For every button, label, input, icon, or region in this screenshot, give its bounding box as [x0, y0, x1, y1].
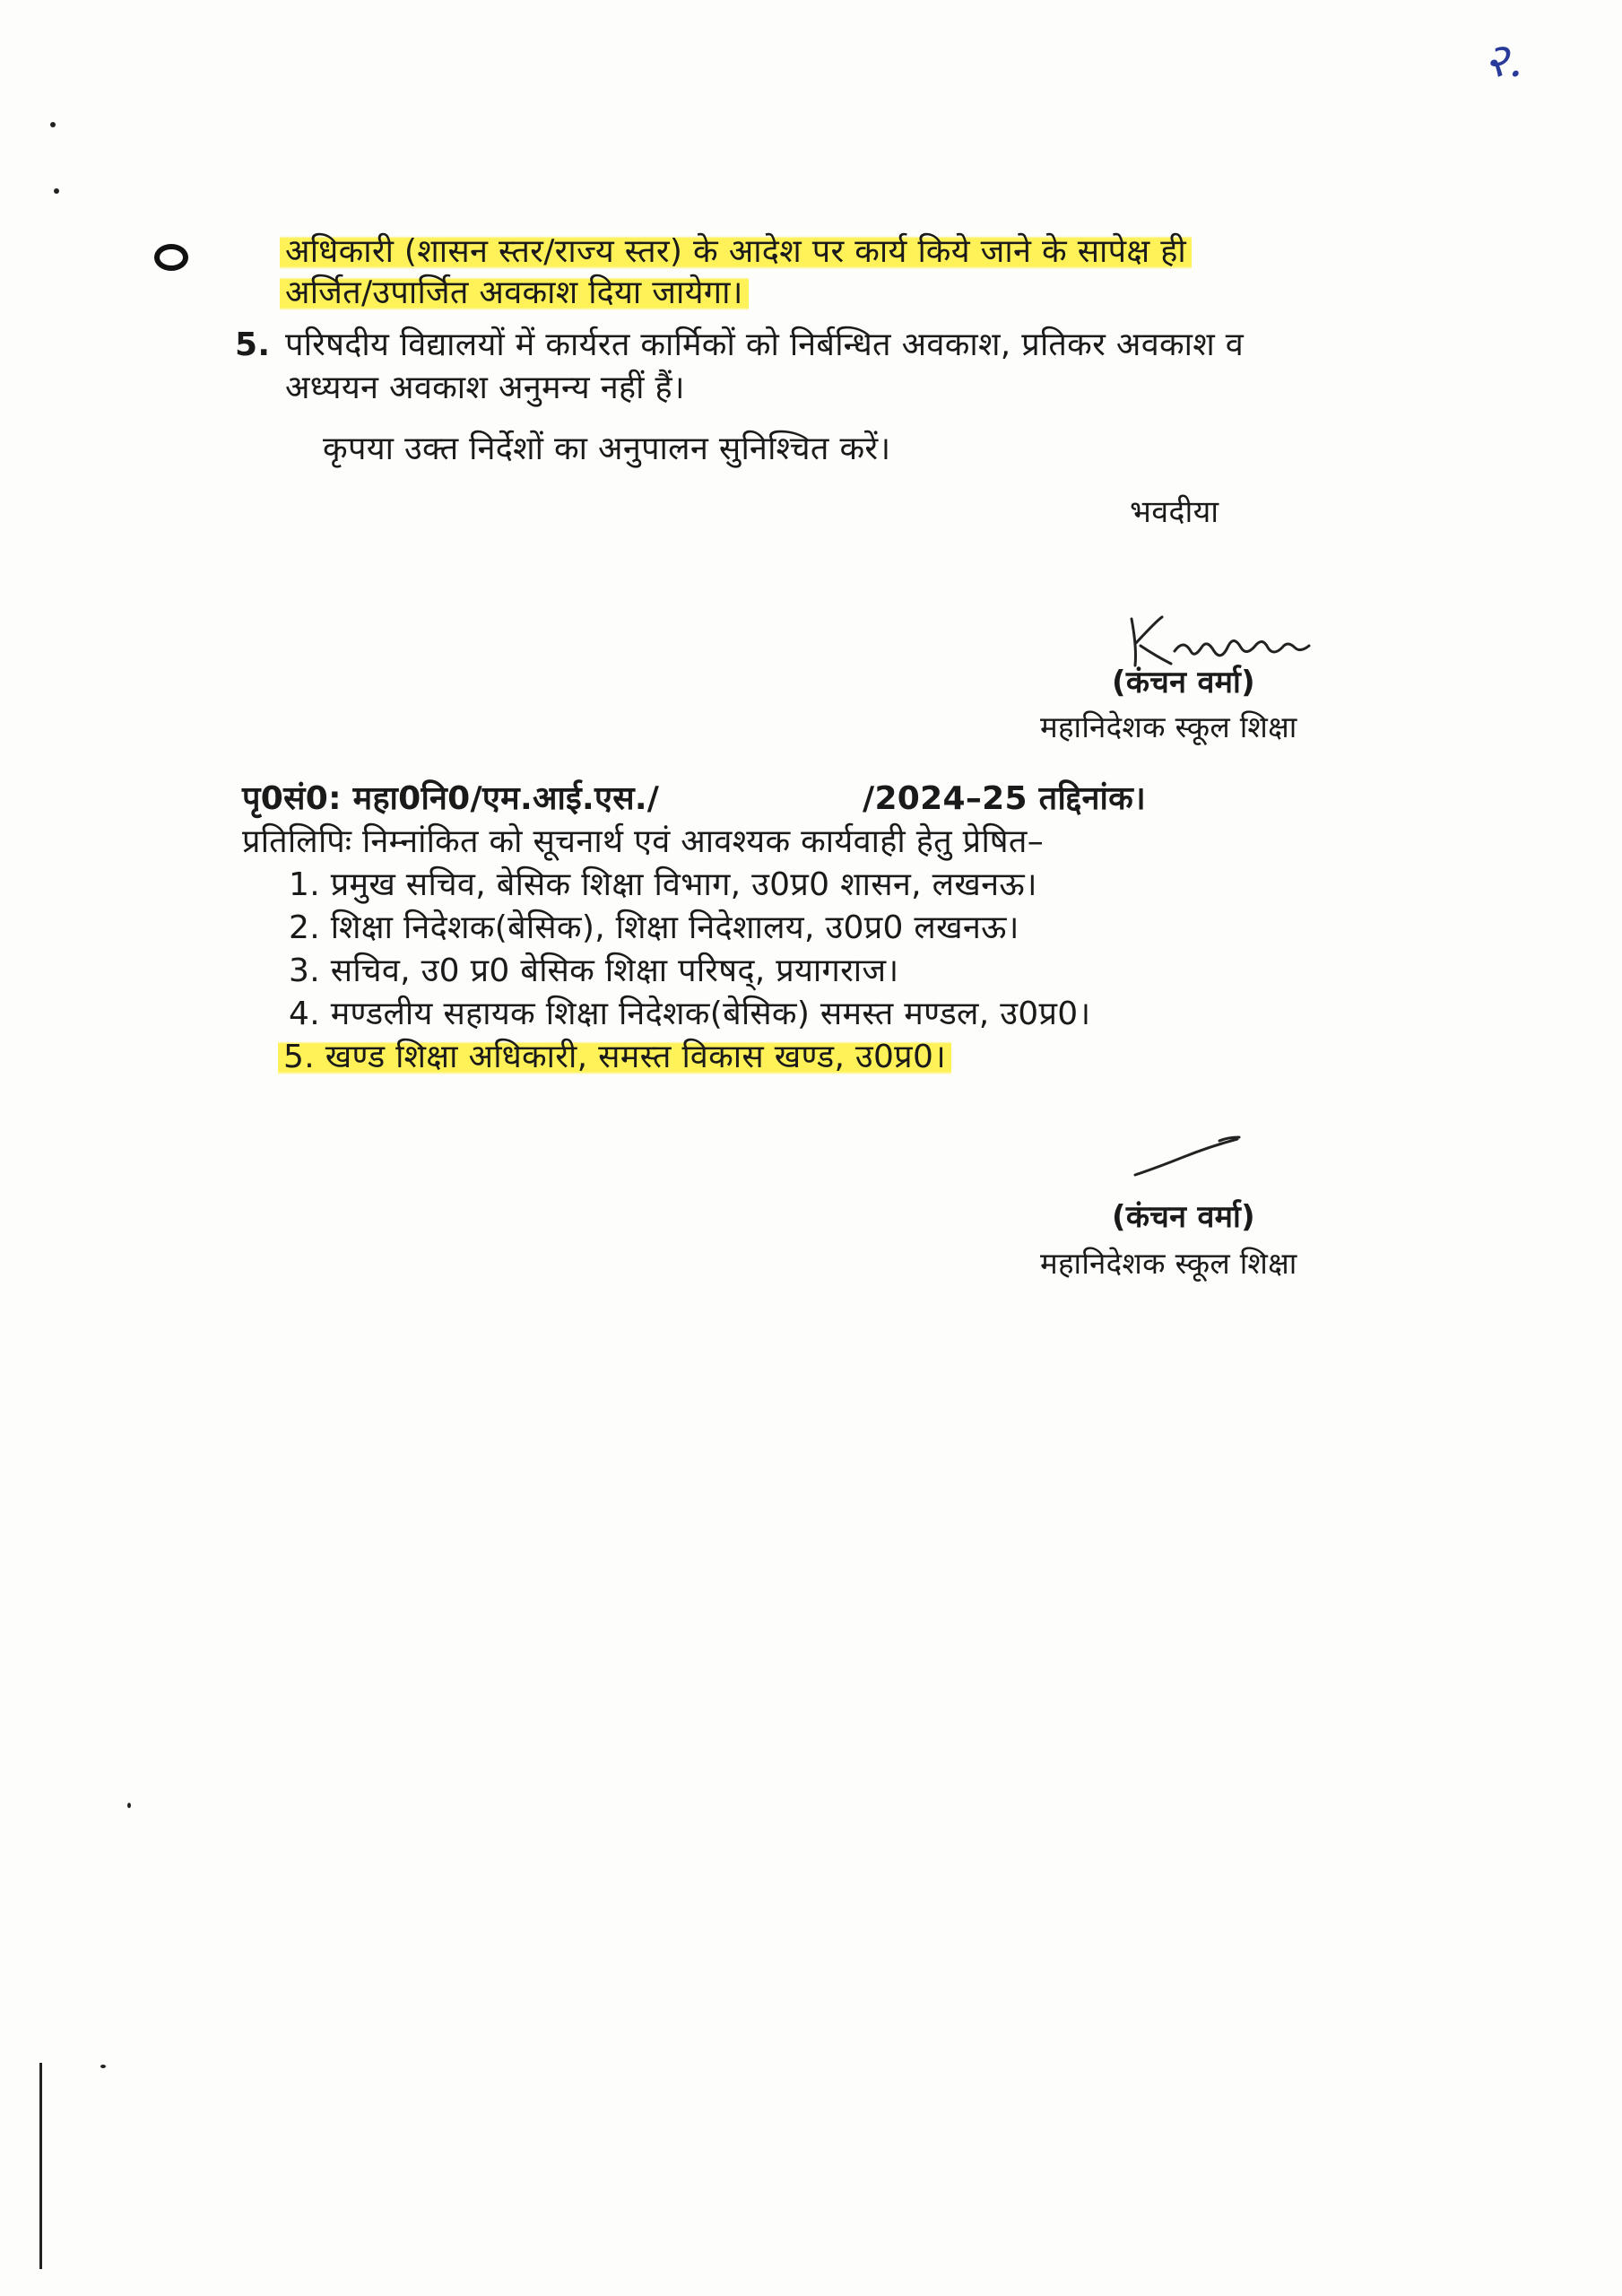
request-text: कृपया उक्त निर्देशों का अनुपालन सुनिश्चित करें।: [323, 430, 891, 467]
reference-part1: पृ0सं0: महा0नि0/एम.आई.एस./: [242, 780, 660, 817]
point5-line1: परिषदीय विद्यालयों में कार्यरत कार्मिकों को निर्बन्धित अवकाश, प्रतिकर अवकाश व: [285, 326, 1245, 363]
reference-part2: /2024–25 तद्दिनांक।: [863, 780, 1147, 817]
page-number: २.: [1484, 34, 1523, 88]
signature-2: [1130, 1132, 1246, 1186]
highlighted-text: अर्जित/उपार्जित अवकाश दिया जायेगा।: [280, 274, 749, 311]
point5-line2: अध्ययन अवकाश अनुमन्य नहीं हैं।: [285, 370, 685, 406]
signatory2-name: (कंचन वर्मा): [1112, 1199, 1255, 1235]
scan-mark: [127, 1803, 131, 1808]
signatory2-designation: महानिदेशक स्कूल शिक्षा: [1040, 1246, 1297, 1281]
copy-heading-text: प्रतिलिपिः निम्नांकित को सूचनार्थ एवं आवश्यक कार्यवाही हेतु प्रेषित–: [242, 823, 1045, 860]
closing-text: भवदीया: [1130, 494, 1219, 530]
copy-item-num: 4.: [289, 996, 320, 1032]
copy-item-num: 2.: [289, 909, 320, 946]
highlighted-text: [278, 1039, 951, 1075]
signatory1-designation: महानिदेशक स्कूल शिक्षा: [1040, 709, 1297, 744]
signatory1-name: (कंचन वर्मा): [1112, 665, 1255, 700]
copy-list-item: [289, 908, 1019, 949]
copy-item-num: 5.: [283, 1039, 315, 1075]
copy-item-text: मण्डलीय सहायक शिक्षा निदेशक(बेसिक) समस्त मण्डल, उ0प्र0।: [330, 996, 1091, 1032]
copy-item-text: खण्ड शिक्षा अधिकारी, समस्त विकास खण्ड, उ0प्र0।: [325, 1039, 947, 1075]
copy-list-item: [289, 994, 1090, 1035]
scan-mark: [50, 122, 56, 127]
copy-item-num: 3.: [289, 952, 320, 989]
continued-para-line1: [280, 231, 1192, 273]
handwritten-circle-mark: [154, 244, 188, 271]
scan-edge-line: [39, 2063, 42, 2269]
point5-number: 5.: [235, 326, 271, 363]
copy-list-item: [289, 865, 1037, 906]
copy-item-text: सचिव, उ0 प्र0 बेसिक शिक्षा परिषद्, प्रयागराज।: [330, 952, 899, 989]
copy-list-item: [289, 951, 898, 992]
copy-list-item-highlighted: [278, 1037, 951, 1078]
copy-item-text: शिक्षा निदेशक(बेसिक), शिक्षा निदेशालय, उ0प्र0 लखनऊ।: [330, 909, 1019, 946]
copy-heading: [242, 822, 1044, 863]
copy-item-num: 1.: [289, 866, 320, 903]
copy-item-text: प्रमुख सचिव, बेसिक शिक्षा विभाग, उ0प्र0 शासन, लखनऊ।: [330, 866, 1037, 903]
scan-mark: [100, 2065, 106, 2068]
scan-mark: [54, 188, 59, 194]
continued-para-line2: [280, 273, 749, 314]
highlighted-text: अधिकारी (शासन स्तर/राज्य स्तर) के आदेश पर कार्य किये जाने के सापेक्ष ही: [280, 233, 1192, 270]
